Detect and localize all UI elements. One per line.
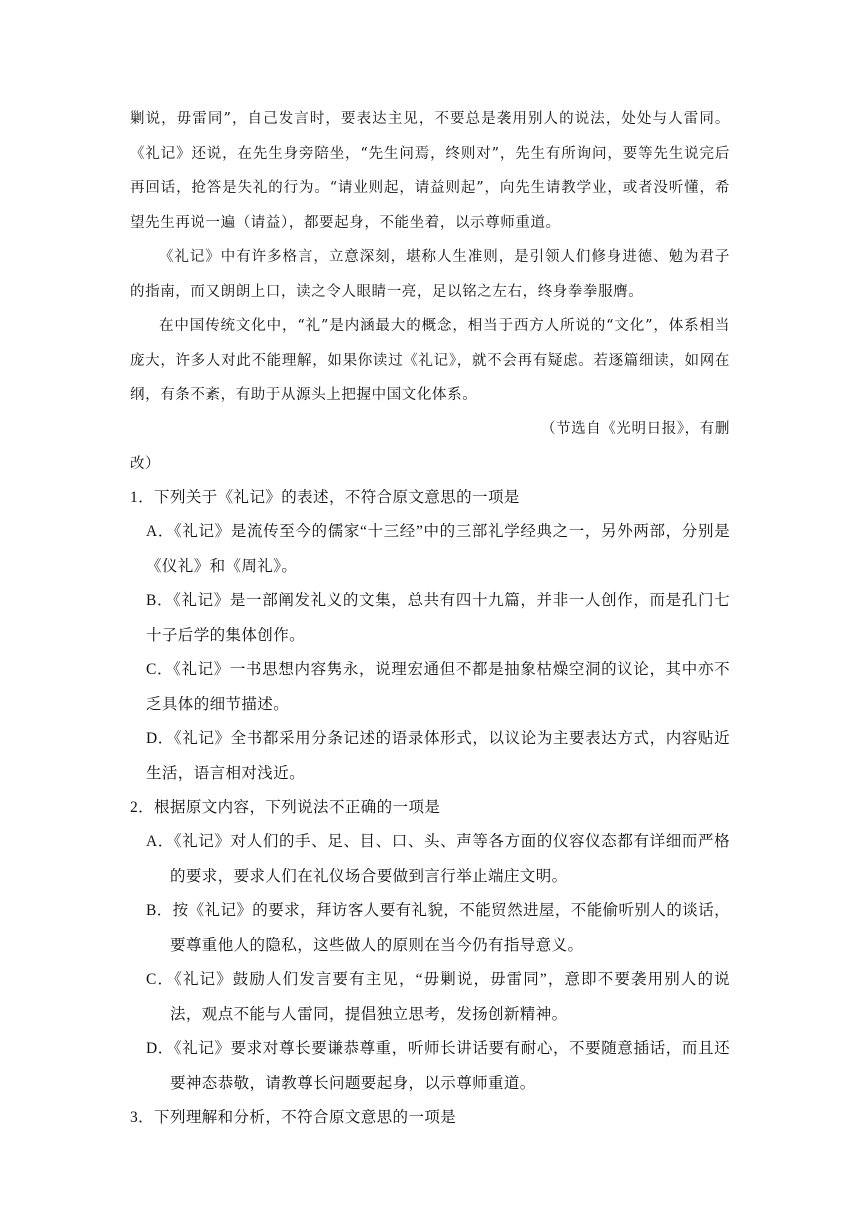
question-2-stem: 2．根据原文内容，下列说法不正确的一项是 bbox=[130, 799, 441, 816]
question-1-stem: 1．下列关于《礼记》的表述，不符合原文意思的一项是 bbox=[130, 489, 520, 506]
passage-paragraph-2: 《礼记》中有许多格言，立意深刻，堪称人生准则，是引领人们修身进德、勉为君子的指南，而又朗朗上口，读之令人眼睛一亮，足以铭之左右，终身拳拳服膺。 bbox=[130, 249, 730, 300]
question-2-option-d: D．《礼记》要求对尊长要谦恭尊重，听师长讲话要有耐心，不要随意插话，而且还要神态恭敬，请教尊长问题要起身，以示尊师重道。 bbox=[146, 1040, 730, 1092]
passage-paragraph-3: 在中国传统文化中，“礼”是内涵最大的概念，相当于西方人所说的“文化”，体系相当庞大，许多人对此不能理解，如果你读过《礼记》，就不会再有疑虑。若逐篇细读，如网在纲，有条不紊，有助于从源头上把握中国文化体系。 bbox=[130, 318, 730, 403]
question-2-option-a: A．《礼记》对人们的手、足、目、口、头、声等各方面的仪容仪态都有详细而严格的要求，要求人们在礼仪场合要做到言行举止端庄文明。 bbox=[146, 833, 730, 885]
source-citation bbox=[130, 412, 730, 481]
question-1-option-c: C．《礼记》一书思想内容隽永，说理宏通但不都是抽象枯燥空洞的议论，其中亦不乏具体的细节描述。 bbox=[146, 661, 730, 713]
source-citation-line-1: （节选自《光明日报》，有删 bbox=[540, 421, 730, 437]
passage-paragraph-1: 剿说，毋雷同”，自己发言时，要表达主见，不要总是袭用别人的说法，处处与人雷同。《礼记》还说，在先生身旁陪坐，“先生问焉，终则对”，先生有所询问，要等先生说完后再回话，抢答是失礼的行为。“请业则起，请益则起”，向先生请教学业，或者没听懂，希望先生再说一遍（请益），都要起身，不能坐着，以示尊师重道。 bbox=[130, 111, 730, 231]
question-1-option-a: A．《礼记》是流传至今的儒家“十三经”中的三部礼学经典之一，另外两部，分别是《仪礼》和《周礼》。 bbox=[146, 523, 730, 575]
question-3-stem: 3．下列理解和分析，不符合原文意思的一项是 bbox=[130, 1109, 457, 1126]
question-2-option-c: C．《礼记》鼓励人们发言要有主见，“毋剿说，毋雷同”，意即不要袭用别人的说法，观点不能与人雷同，提倡独立思考，发扬创新精神。 bbox=[146, 971, 730, 1023]
source-citation-line-2: 改） bbox=[130, 455, 161, 472]
question-2-option-b: B．按《礼记》的要求，拜访客人要有礼貌，不能贸然进屋，不能偷听别人的谈话，要尊重他人的隐私，这些做人的原则在当今仍有指导意义。 bbox=[146, 902, 730, 954]
question-1-option-b: B．《礼记》是一部阐发礼义的文集，总共有四十九篇，并非一人创作，而是孔门七十子后学的集体创作。 bbox=[146, 592, 730, 644]
question-1-option-d: D．《礼记》全书都采用分条记述的语录体形式，以议论为主要表达方式，内容贴近生活，语言相对浅近。 bbox=[146, 730, 730, 782]
